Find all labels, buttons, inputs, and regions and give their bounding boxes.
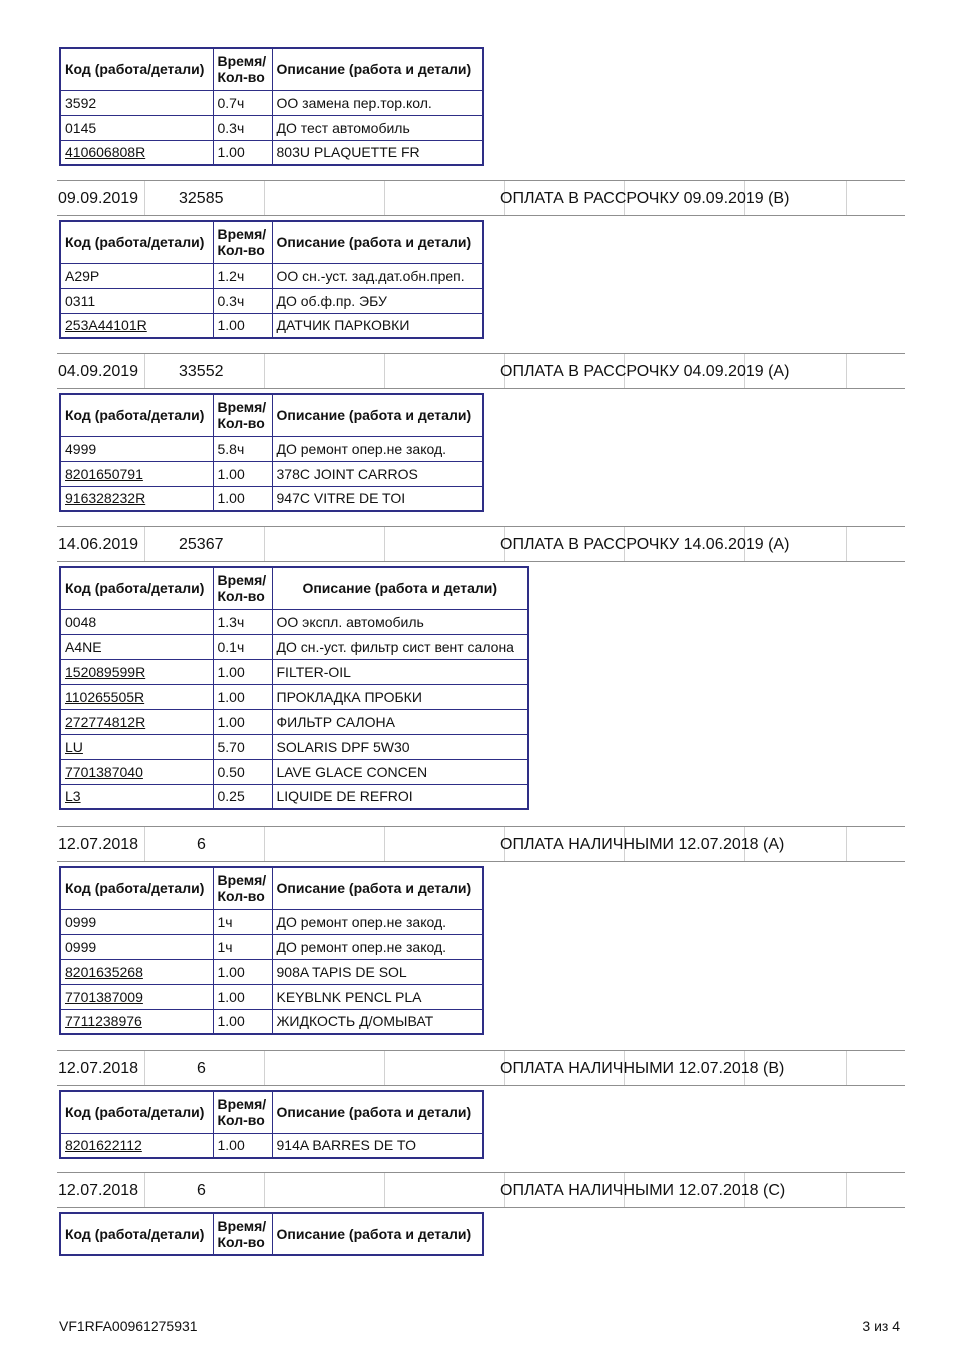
table-row xyxy=(60,984,483,1009)
table-header-row xyxy=(60,567,528,609)
cell-code xyxy=(60,263,213,288)
cell-description: ДО ремонт опер.не закод. xyxy=(272,909,483,934)
section-header xyxy=(57,353,905,389)
col-desc-header: Описание (работа и детали) xyxy=(272,48,483,90)
col-time-header xyxy=(213,567,272,609)
col-code-header: Код (работа/детали) xyxy=(60,48,213,90)
header-divider xyxy=(846,354,847,388)
col-time-header-line2: Кол-во xyxy=(217,888,265,905)
col-time-header-line1: Время/ xyxy=(217,399,267,416)
cell-code xyxy=(60,959,213,984)
section-header xyxy=(57,1050,905,1086)
table-header-row xyxy=(60,1091,483,1133)
cell-quantity: 1.3ч xyxy=(213,609,272,634)
cell-quantity: 1.00 xyxy=(213,461,272,486)
section-header xyxy=(57,826,905,862)
col-time-header-line2: Кол-во xyxy=(217,415,265,432)
header-divider xyxy=(264,1051,265,1085)
payment-type: ОПЛАТА В РАССРОЧКУ 14.06.2019 (A) xyxy=(500,536,790,553)
table-row xyxy=(60,90,483,115)
cell-description: ОО замена пер.тор.кол. xyxy=(272,90,483,115)
work-code: A4NE xyxy=(65,638,102,655)
payment-type: ОПЛАТА В РАССРОЧКУ 09.09.2019 (B) xyxy=(500,190,790,207)
table-row xyxy=(60,486,483,511)
cell-quantity: 1.00 xyxy=(213,684,272,709)
col-time-header xyxy=(213,48,272,90)
header-divider xyxy=(144,1173,145,1207)
col-time-header-line1: Время/ xyxy=(217,53,267,70)
part-code-link[interactable]: 110265505R xyxy=(65,688,145,705)
payment-type: ОПЛАТА НАЛИЧНЫМИ 12.07.2018 (C) xyxy=(500,1182,786,1199)
col-time-header xyxy=(213,1091,272,1133)
cell-code xyxy=(60,909,213,934)
header-divider xyxy=(384,354,385,388)
order-date: 04.09.2019 xyxy=(58,363,139,380)
col-time-header-line2: Кол-во xyxy=(217,69,265,86)
cell-description: SOLARIS DPF 5W30 xyxy=(272,734,528,759)
cell-description: LAVE GLACE CONCEN xyxy=(272,759,528,784)
table-row xyxy=(60,115,483,140)
col-desc-header: Описание (работа и детали) xyxy=(272,1213,483,1255)
cell-quantity: 1.00 xyxy=(213,659,272,684)
col-time-header xyxy=(213,867,272,909)
cell-quantity: 5.8ч xyxy=(213,436,272,461)
table-row xyxy=(60,684,528,709)
work-code: 3592 xyxy=(65,94,97,111)
cell-quantity: 0.3ч xyxy=(213,288,272,313)
cell-quantity: 0.1ч xyxy=(213,634,272,659)
cell-description: ДО об.ф.пр. ЭБУ xyxy=(272,288,483,313)
cell-quantity: 1.00 xyxy=(213,313,272,338)
part-code-link[interactable]: 253A44101R xyxy=(65,317,147,334)
work-code: 0048 xyxy=(65,613,97,630)
cell-quantity: 0.3ч xyxy=(213,115,272,140)
table-row xyxy=(60,1009,483,1034)
col-code-header: Код (работа/детали) xyxy=(60,867,213,909)
work-parts-table xyxy=(59,1090,484,1159)
page-number: 3 из 4 xyxy=(862,1318,900,1334)
work-code: 0311 xyxy=(65,292,96,309)
part-code-link[interactable]: 272774812R xyxy=(65,713,146,730)
part-code-link[interactable]: 152089599R xyxy=(65,663,146,680)
cell-code xyxy=(60,486,213,511)
cell-description: 378C JOINT CARROS xyxy=(272,461,483,486)
payment-type: ОПЛАТА НАЛИЧНЫМИ 12.07.2018 (A) xyxy=(500,836,785,853)
work-parts-table xyxy=(59,866,484,1035)
cell-description: ДАТЧИК ПАРКОВКИ xyxy=(272,313,483,338)
cell-description: 947C VITRE DE TOI xyxy=(272,486,483,511)
header-divider xyxy=(264,527,265,561)
col-time-header xyxy=(213,221,272,263)
cell-code xyxy=(60,115,213,140)
cell-code xyxy=(60,659,213,684)
table-row xyxy=(60,784,528,809)
cell-code xyxy=(60,288,213,313)
table-row xyxy=(60,313,483,338)
cell-code xyxy=(60,1009,213,1034)
header-divider xyxy=(144,827,145,861)
part-code-link[interactable]: 410606808R xyxy=(65,144,146,161)
col-code-header: Код (работа/детали) xyxy=(60,221,213,263)
part-code-link[interactable]: 7711238976 xyxy=(65,1013,142,1030)
cell-code xyxy=(60,1133,213,1158)
work-parts-table xyxy=(59,393,484,512)
cell-code xyxy=(60,934,213,959)
cell-quantity: 1ч xyxy=(213,934,272,959)
header-divider xyxy=(144,1051,145,1085)
header-divider xyxy=(144,527,145,561)
table-row xyxy=(60,609,528,634)
table-row xyxy=(60,909,483,934)
cell-quantity: 1.00 xyxy=(213,709,272,734)
section-header xyxy=(57,1172,905,1208)
cell-description: LIQUIDE DE REFROI xyxy=(272,784,528,809)
work-parts-table xyxy=(59,566,529,810)
col-code-header: Код (работа/детали) xyxy=(60,394,213,436)
payment-type: ОПЛАТА НАЛИЧНЫМИ 12.07.2018 (B) xyxy=(500,1060,785,1077)
col-time-header-line2: Кол-во xyxy=(217,1234,265,1250)
col-time-header-line1: Время/ xyxy=(217,872,267,889)
order-number: 6 xyxy=(197,1182,206,1199)
table-row xyxy=(60,461,483,486)
table-row xyxy=(60,709,528,734)
cell-quantity: 1.00 xyxy=(213,1133,272,1158)
table-row xyxy=(60,734,528,759)
header-divider xyxy=(264,827,265,861)
cell-description: ДО тест автомобиль xyxy=(272,115,483,140)
cell-description: 914A BARRES DE TO xyxy=(272,1133,483,1158)
order-number: 33552 xyxy=(179,363,224,380)
cell-quantity: 1.00 xyxy=(213,984,272,1009)
part-code-link[interactable]: 8201650791 xyxy=(65,465,143,482)
cell-code xyxy=(60,140,213,165)
cell-description: ФИЛЬТР САЛОНА xyxy=(272,709,528,734)
part-code-link[interactable]: 916328232R xyxy=(65,490,146,507)
col-time-header-line1: Время/ xyxy=(217,572,267,589)
part-code-link[interactable]: 8201635268 xyxy=(65,963,143,980)
header-divider xyxy=(846,181,847,215)
table-row xyxy=(60,436,483,461)
order-date: 09.09.2019 xyxy=(58,190,139,207)
cell-code xyxy=(60,609,213,634)
table-row xyxy=(60,1133,483,1158)
cell-quantity: 1.00 xyxy=(213,486,272,511)
table-row xyxy=(60,934,483,959)
cell-code xyxy=(60,436,213,461)
cell-description: ДО ремонт опер.не закод. xyxy=(272,436,483,461)
col-code-header: Код (работа/детали) xyxy=(60,567,213,609)
header-divider xyxy=(384,1051,385,1085)
table-header-row xyxy=(60,221,483,263)
work-parts-table xyxy=(59,1212,484,1256)
table-row xyxy=(60,659,528,684)
cell-code xyxy=(60,90,213,115)
header-divider xyxy=(846,827,847,861)
col-desc-header: Описание (работа и детали) xyxy=(272,567,528,609)
table-row xyxy=(60,288,483,313)
table-row xyxy=(60,759,528,784)
col-time-header-line2: Кол-во xyxy=(217,588,265,605)
work-code: A29P xyxy=(65,267,100,284)
table-header-row xyxy=(60,394,483,436)
part-code-link[interactable]: L3 xyxy=(65,788,81,805)
cell-quantity: 1.00 xyxy=(213,1009,272,1034)
header-divider xyxy=(846,1173,847,1207)
col-time-header-line1: Время/ xyxy=(217,226,267,243)
header-divider xyxy=(384,527,385,561)
header-divider xyxy=(144,181,145,215)
cell-code xyxy=(60,461,213,486)
cell-description: ОО сн.-уст. зад.дат.обн.преп. xyxy=(272,263,483,288)
table-row xyxy=(60,140,483,165)
work-code: 0145 xyxy=(65,119,97,136)
cell-code xyxy=(60,634,213,659)
cell-description: 803U PLAQUETTE FR xyxy=(272,140,483,165)
col-time-header-line2: Кол-во xyxy=(217,1112,265,1129)
col-time-header-line1: Время/ xyxy=(217,1218,267,1234)
order-date: 12.07.2018 xyxy=(58,1060,139,1077)
table-header-row xyxy=(60,1213,483,1255)
cell-description: ОО экспл. автомобиль xyxy=(272,609,528,634)
section-header xyxy=(57,526,905,562)
header-divider xyxy=(846,1051,847,1085)
table-header-row xyxy=(60,867,483,909)
col-desc-header: Описание (работа и детали) xyxy=(272,394,483,436)
table-row xyxy=(60,634,528,659)
cell-description: ДО сн.-уст. фильтр сист вент салона xyxy=(272,634,528,659)
cell-description: ПРОКЛАДКА ПРОБКИ xyxy=(272,684,528,709)
cell-quantity: 1.2ч xyxy=(213,263,272,288)
cell-description: FILTER-OIL xyxy=(272,659,528,684)
table-row xyxy=(60,263,483,288)
cell-code xyxy=(60,984,213,1009)
cell-quantity: 0.25 xyxy=(213,784,272,809)
order-date: 14.06.2019 xyxy=(58,536,139,553)
cell-description: ДО ремонт опер.не закод. xyxy=(272,934,483,959)
col-code-header: Код (работа/детали) xyxy=(60,1091,213,1133)
header-divider xyxy=(384,827,385,861)
cell-quantity: 5.70 xyxy=(213,734,272,759)
part-code-link[interactable]: LU xyxy=(65,738,83,755)
cell-quantity: 1.00 xyxy=(213,140,272,165)
work-parts-table xyxy=(59,220,484,339)
header-divider xyxy=(384,1173,385,1207)
order-date: 12.07.2018 xyxy=(58,836,139,853)
col-time-header-line1: Время/ xyxy=(217,1096,267,1113)
cell-quantity: 1ч xyxy=(213,909,272,934)
order-number: 32585 xyxy=(179,190,224,207)
cell-code xyxy=(60,313,213,338)
cell-quantity: 0.50 xyxy=(213,759,272,784)
header-divider xyxy=(264,181,265,215)
vin-number: VF1RFA00961275931 xyxy=(59,1318,198,1334)
cell-description: KEYBLNK PENCL PLA xyxy=(272,984,483,1009)
header-divider xyxy=(264,1173,265,1207)
header-divider xyxy=(384,181,385,215)
col-time-header-line2: Кол-во xyxy=(217,242,265,259)
col-time-header xyxy=(213,394,272,436)
cell-code xyxy=(60,734,213,759)
col-code-header: Код (работа/детали) xyxy=(60,1213,213,1255)
cell-code xyxy=(60,784,213,809)
part-code-link[interactable]: 7701387040 xyxy=(65,763,143,780)
cell-description: 908A TAPIS DE SOL xyxy=(272,959,483,984)
col-time-header xyxy=(213,1213,272,1255)
cell-quantity: 0.7ч xyxy=(213,90,272,115)
order-date: 12.07.2018 xyxy=(58,1182,139,1199)
table-row xyxy=(60,959,483,984)
work-code: 4999 xyxy=(65,440,97,457)
payment-type: ОПЛАТА В РАССРОЧКУ 04.09.2019 (A) xyxy=(500,363,790,380)
header-divider xyxy=(264,354,265,388)
header-divider xyxy=(144,354,145,388)
work-code: 0999 xyxy=(65,913,97,930)
cell-code xyxy=(60,684,213,709)
cell-code xyxy=(60,709,213,734)
col-desc-header: Описание (работа и детали) xyxy=(272,221,483,263)
col-desc-header: Описание (работа и детали) xyxy=(272,867,483,909)
part-code-link[interactable]: 7701387009 xyxy=(65,988,143,1005)
part-code-link[interactable]: 8201622112 xyxy=(65,1137,142,1154)
header-divider xyxy=(846,527,847,561)
cell-description: ЖИДКОСТЬ Д/ОМЫВАТ xyxy=(272,1009,483,1034)
cell-code xyxy=(60,759,213,784)
work-code: 0999 xyxy=(65,938,97,955)
order-number: 6 xyxy=(197,836,206,853)
work-parts-table xyxy=(59,47,484,166)
col-desc-header: Описание (работа и детали) xyxy=(272,1091,483,1133)
order-number: 25367 xyxy=(179,536,224,553)
section-header xyxy=(57,180,905,216)
cell-quantity: 1.00 xyxy=(213,959,272,984)
table-header-row xyxy=(60,48,483,90)
order-number: 6 xyxy=(197,1060,206,1077)
